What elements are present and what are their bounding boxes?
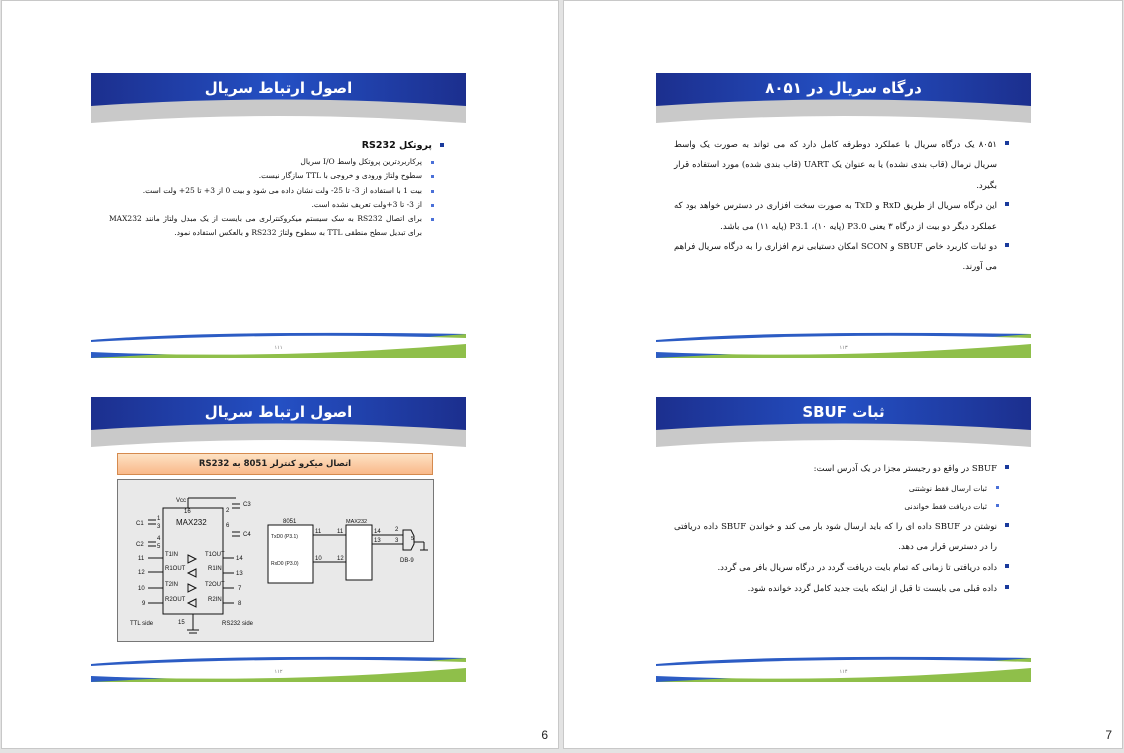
wire-label: 3 <box>395 538 399 544</box>
list-item: پرکاربردترین پروتکل واسط I/O سریال <box>109 155 444 169</box>
pin-label: 13 <box>236 571 243 577</box>
pin-label: 16 <box>184 509 191 515</box>
page-7 <box>563 0 1123 749</box>
slide-title-banner <box>91 73 466 123</box>
wire-label: 12 <box>337 556 344 562</box>
slide-footer <box>656 332 1031 358</box>
cap-label: C1 <box>136 521 144 527</box>
pin-label: 6 <box>226 523 230 529</box>
signal-label: R1IN <box>208 566 222 572</box>
pin-label: 5 <box>157 544 161 550</box>
slide-title: اصول ارتباط سریال <box>204 79 353 97</box>
list-heading: پروتکل RS232 <box>109 137 444 155</box>
page-number: 6 <box>541 728 548 742</box>
slide-title: درگاه سریال در ۸۰۵۱ <box>765 79 922 97</box>
slide-112 <box>91 397 466 682</box>
list-item: دو ثبات کاربرد خاص SBUF و SCON امکان دستیابی نرم افزاری را به درگاه سریال فراهم می آورند. <box>674 237 1009 278</box>
chip-label: MAX232 <box>176 518 207 527</box>
wire-label: 2 <box>395 527 399 533</box>
circuit-caption: اتصال میکرو کنترلر 8051 به RS232 <box>117 453 433 475</box>
slide-title: اصول ارتباط سریال <box>204 403 353 421</box>
page-6 <box>1 0 559 749</box>
slide-footer <box>91 332 466 358</box>
slide-body <box>674 135 1009 278</box>
signal-label: R2IN <box>208 597 222 603</box>
slide-footer <box>91 656 466 682</box>
signal-label: R1OUT <box>165 566 186 572</box>
rs232-side-label: RS232 side <box>222 621 254 627</box>
slide-title-banner <box>656 73 1031 123</box>
signal-label: R2OUT <box>165 597 186 603</box>
signal-label: T2OUT <box>205 582 225 588</box>
signal-label: T2IN <box>165 582 179 588</box>
slide-title-banner <box>656 397 1031 447</box>
list-item: از 3- تا 3+ولت تعریف نشده است. <box>109 198 444 212</box>
db9-label: DB-9 <box>400 558 414 564</box>
pin-label: 10 <box>138 586 145 592</box>
ttl-side-label: TTL side <box>130 621 154 627</box>
slide-footer <box>656 656 1031 682</box>
pin-label: 3 <box>157 524 161 530</box>
list-item: ثبات دریافت فقط خواندنی <box>674 498 1009 516</box>
signal-label: T1OUT <box>205 552 225 558</box>
list-item: سطوح ولتاژ ورودی و خروجی با TTL سازگار نیست. <box>109 169 444 183</box>
list-item: SBUF در واقع دو رجیستر مجزا در یک آدرس است: <box>674 459 1009 480</box>
slide-body <box>109 137 444 241</box>
list-item: ۸۰۵۱ یک درگاه سریال با عملکرد دوطرفه کامل دارد که می تواند به صورت یک واسط سریال نرمال (قاب بندی نشده) یا به عنوان یک UART (قاب بندی شده) مورد استفاده قرار بگیرد. <box>674 135 1009 196</box>
mcu-label: 8051 <box>283 519 297 525</box>
pin-label: 8 <box>238 601 242 607</box>
pin-label: 1 <box>157 516 161 522</box>
circuit-diagram <box>117 479 434 642</box>
list-item: این درگاه سریال از طریق RxD و TxD به صورت سخت افزاری در دسترس خواهد بود که عملکرد دیگر دو بیت از درگاه ۳ یعنی P3.0 (پایه ۱۰)، P3.1 (پایه ۱۱) می باشد. <box>674 196 1009 237</box>
txd-label: TxD0 (P3.1) <box>271 534 298 540</box>
list-item: برای اتصال RS232 به سک سیستم میکروکنترلری می بایست از یک مبدل ولتاژ مانند MAX232 برای تبدیل سطح منطقی TTL به سطوح ولتاژ RS232 و بالعکس استفاده نمود. <box>109 212 444 241</box>
wire-label: 13 <box>374 538 381 544</box>
slide-114 <box>656 397 1031 682</box>
slide-111 <box>91 73 466 358</box>
slide-number: ۱۱۲ <box>274 669 283 675</box>
pin-label: 7 <box>238 586 242 592</box>
list-item: نوشتن در SBUF داده ای را که باید ارسال شود بار می کند و خواندن SBUF داده دریافتی را در دسترس قرار می دهد. <box>674 517 1009 559</box>
pin-label: 11 <box>138 556 145 562</box>
pin-label: 9 <box>142 601 146 607</box>
list-item: داده قبلی می بایست تا قبل از اینکه بایت جدید کامل گردد خوانده شود. <box>674 579 1009 600</box>
slide-body <box>674 459 1009 600</box>
pin-label: 12 <box>138 570 145 576</box>
slide-title: ثبات SBUF <box>802 403 885 421</box>
wire-label: 14 <box>374 529 381 535</box>
slide-title-banner <box>91 397 466 447</box>
wire-label: 11 <box>337 529 344 535</box>
cap-label: C2 <box>136 542 144 548</box>
cap-label: C4 <box>243 532 251 538</box>
wire-label: 10 <box>315 556 322 562</box>
slide-number: ۱۱۳ <box>839 345 848 351</box>
pin-label: 2 <box>226 508 230 514</box>
page-number: 7 <box>1105 728 1112 742</box>
slide-number: ۱۱۴ <box>839 669 848 675</box>
list-item: ثبات ارسال فقط نوشتنی <box>674 480 1009 498</box>
max-small-label: MAX232 <box>346 519 368 525</box>
cap-label: C3 <box>243 502 251 508</box>
pin-label: 15 <box>178 620 185 626</box>
list-item: داده دریافتی تا زمانی که تمام بایت دریافت گردد در درگاه سریال بافر می گردد. <box>674 558 1009 579</box>
slide-number: ۱۱۱ <box>274 345 283 351</box>
rxd-label: RxD0 (P3.0) <box>271 561 299 567</box>
signal-label: T1IN <box>165 552 179 558</box>
pin-label: 4 <box>157 536 161 542</box>
list-item: بیت 1 با استفاده از 3- تا 25- ولت نشان داده می شود و بیت 0 از 3+ تا 25+ ولت است. <box>109 184 444 198</box>
vcc-label: Vcc <box>176 498 187 504</box>
slide-113 <box>656 73 1031 358</box>
wire-label: 11 <box>315 529 322 535</box>
pin-label: 14 <box>236 556 243 562</box>
wire-label: 5 <box>411 536 414 542</box>
